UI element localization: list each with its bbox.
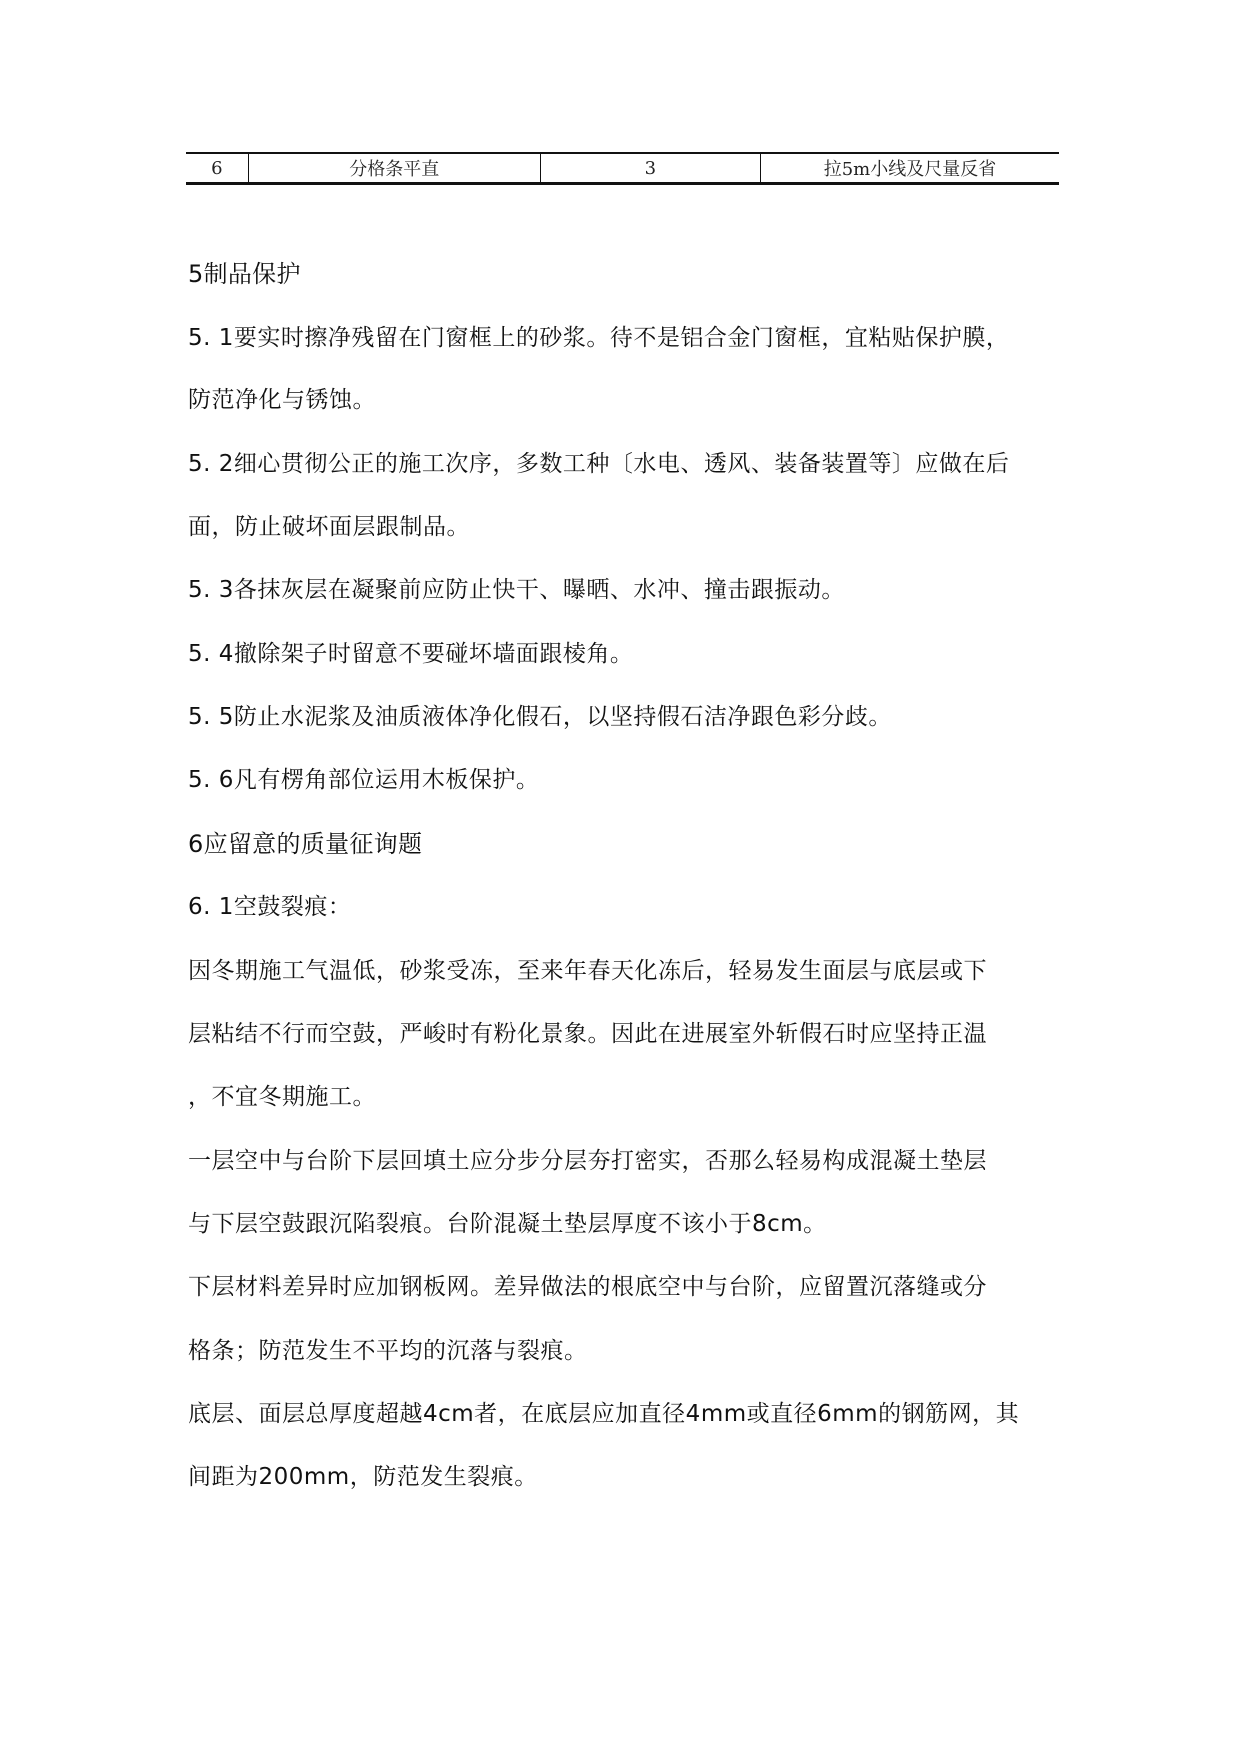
table-cell-item: 分格条平直 [248, 153, 540, 184]
paragraph-line: 5. 1要实时擦净残留在门窗框上的砂浆。待不是铝合金门窗框，宜粘贴保护膜， [188, 325, 1010, 351]
table-cell-allowance: 3 [540, 153, 760, 184]
paragraph-line: 因冬期施工气温低，砂浆受冻，至来年春天化冻后，轻易发生面层与底层或下 [188, 958, 987, 984]
paragraph-line: 一层空中与台阶下层回填土应分步分层夯打密实，否那么轻易构成混凝土垫层 [188, 1148, 987, 1174]
paragraph-line: 5. 6凡有楞角部位运用木板保护。 [188, 767, 540, 793]
paragraph-line: 底层、面层总厚度超越4cm者，在底层应加直径4mm或直径6mm的钢筋网，其 [188, 1401, 1020, 1427]
paragraph-line: 与下层空鼓跟沉陷裂痕。台阶混凝土垫层厚度不该小于8cm。 [188, 1211, 827, 1237]
section-heading: 6应留意的质量征询题 [188, 830, 423, 858]
paragraph-line: 层粘结不行而空鼓，严峻时有粉化景象。因此在进展室外斩假石时应坚持正温 [188, 1021, 987, 1047]
paragraph-line: 6. 1空鼓裂痕： [188, 894, 352, 920]
paragraph-line: 格条；防范发生不平均的沉落与裂痕。 [188, 1338, 588, 1364]
paragraph-line: 面，防止破坏面层跟制品。 [188, 514, 470, 540]
paragraph-line: 5. 2细心贯彻公正的施工次序，多数工种〔水电、透风、装备装置等〕应做在后 [188, 451, 1010, 477]
paragraph-line: 5. 4撤除架子时留意不要碰坏墙面跟棱角。 [188, 641, 634, 667]
section-heading: 5制品保护 [188, 260, 301, 288]
table-row [186, 153, 1059, 184]
paragraph-line: 防范净化与锈蚀。 [188, 387, 376, 413]
paragraph-line: 下层材料差异时应加钢板网。差异做法的根底空中与台阶，应留置沉落缝或分 [188, 1274, 987, 1300]
inspection-table [186, 152, 1059, 185]
table-cell-method: 拉5m小线及尺量反省 [760, 153, 1059, 184]
paragraph-line: 5. 5防止水泥浆及油质液体净化假石，以坚持假石洁净跟色彩分歧。 [188, 704, 892, 730]
paragraph-line: 间距为200mm，防范发生裂痕。 [188, 1464, 538, 1490]
paragraph-line: ，不宜冬期施工。 [188, 1084, 376, 1110]
paragraph-line: 5. 3各抹灰层在凝聚前应防止快干、曝晒、水冲、撞击跟振动。 [188, 577, 845, 603]
table-cell-number: 6 [186, 153, 248, 184]
